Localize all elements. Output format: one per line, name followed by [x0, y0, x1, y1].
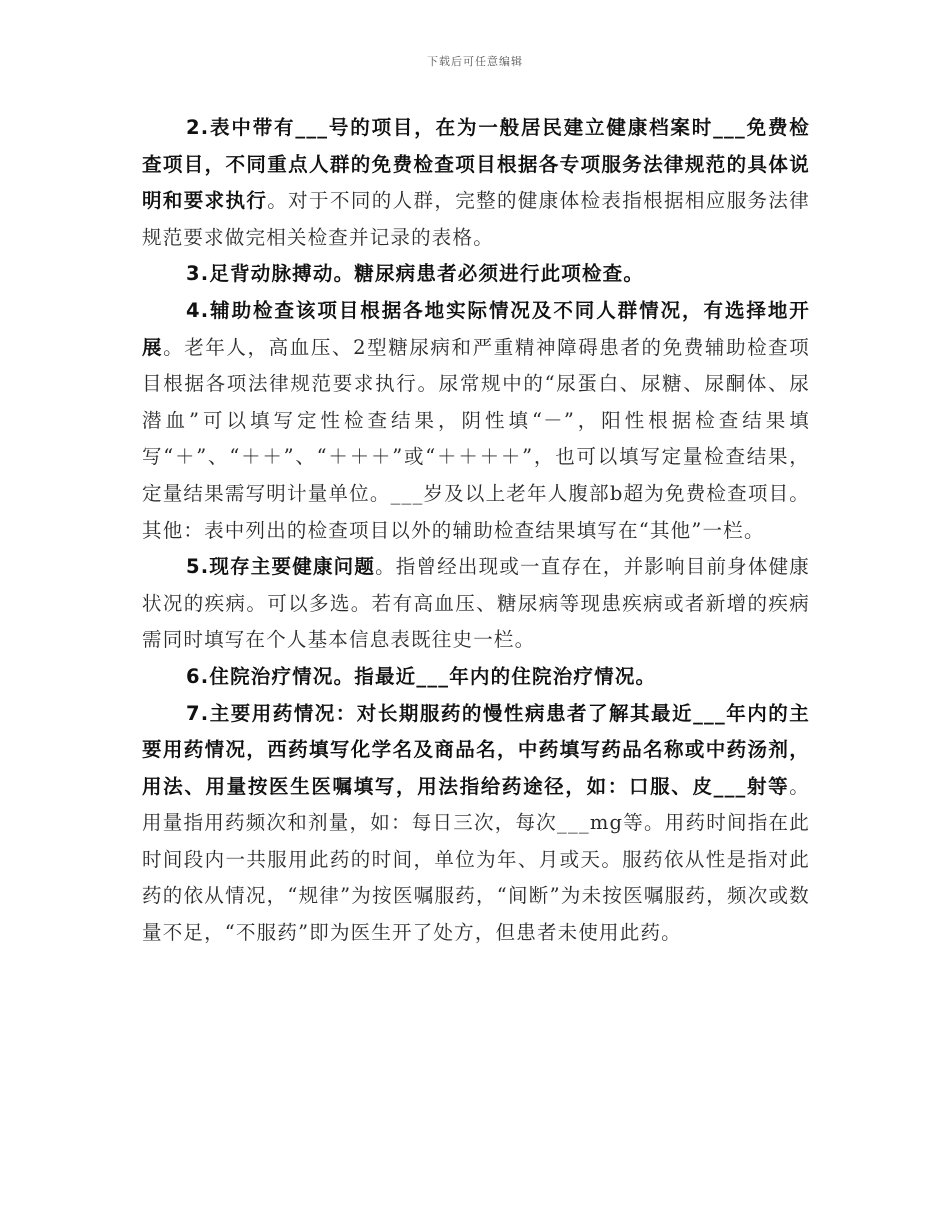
document-body: [142, 110, 810, 952]
paragraph-regular-text: 。对于不同的人群，完整的健康体检表指根据相应服务法律规范要求做完相关检查并记录的表格。: [142, 189, 811, 249]
paragraph-regular-text: 。老年人，高血压、2型糖尿病和严重精神障碍患者的免费辅助检查项目根据各项法律规范要求执行。尿常规中的“尿蛋白、尿糖、尿酮体、尿潜血”可以填写定性检查结果，阴性填“－”，阳性根据检查结果填写“＋”、“＋＋”、“＋＋＋”或“＋＋＋＋”，也可以填写定量检查结果，定量结果需写明计量单位。___岁及以上老年人腹部b超为免费检查项目。其他：表中列出的检查项目以外的辅助检查结果填写在“其他”一栏。: [142, 335, 810, 542]
paragraph-bold-text: 3.足背动脉搏动。糖尿病患者必须进行此项检查。: [186, 262, 645, 286]
paragraph-item-3: [142, 256, 810, 293]
paragraph-regular-text: 。指曾经出现或一直存在，并影响目前身体健康状况的疾病。可以多选。若有高血压、糖尿病等现患疾病或者新增的疾病需同时填写在个人基本信息表既往史一栏。: [142, 555, 810, 652]
paragraph-regular-text: 。用量指用药频次和剂量，如：每日三次，每次___mg等。用药时间指在此时间段内一共服用此药的时间，单位为年、月或天。服药依从性是指对此药的依从情况，“规律”为按医嘱服药，“间断”为未按医嘱服药，频次或数量不足，“不服药”即为医生开了处方，但患者未使用此药。: [142, 774, 810, 945]
paragraph-bold-text: 6.住院治疗情况。指最近___年内的住院治疗情况。: [186, 664, 657, 688]
paragraph-item-5: [142, 549, 810, 659]
paragraph-item-6: [142, 659, 810, 696]
paragraph-bold-text: 5.现存主要健康问题: [186, 555, 376, 579]
paragraph-item-7: [142, 696, 810, 952]
paragraph-bold-text: 7.主要用药情况：对长期服药的慢性病患者了解其最近___年内的主要用药情况，西药填写化学名及商品名，中药填写药品名称或中药汤剂，用法、用量按医生医嘱填写，用法指给药途径，如：口服、皮___射等: [142, 701, 810, 798]
paragraph-bold-text: 4.辅助检查该项目根据各地实际情况及不同人群情况，有选择地开展: [142, 298, 810, 359]
paragraph-bold-text: 2.表中带有___号的项目，在为一般居民建立健康档案时___免费检查项目，不同重点人群的免费检查项目根据各专项服务法律规范的具体说明和要求执行: [142, 116, 810, 213]
paragraph-item-2: [142, 110, 810, 256]
paragraph-item-4: [142, 293, 810, 549]
page-header: 下载后可任意编辑: [427, 55, 523, 68]
